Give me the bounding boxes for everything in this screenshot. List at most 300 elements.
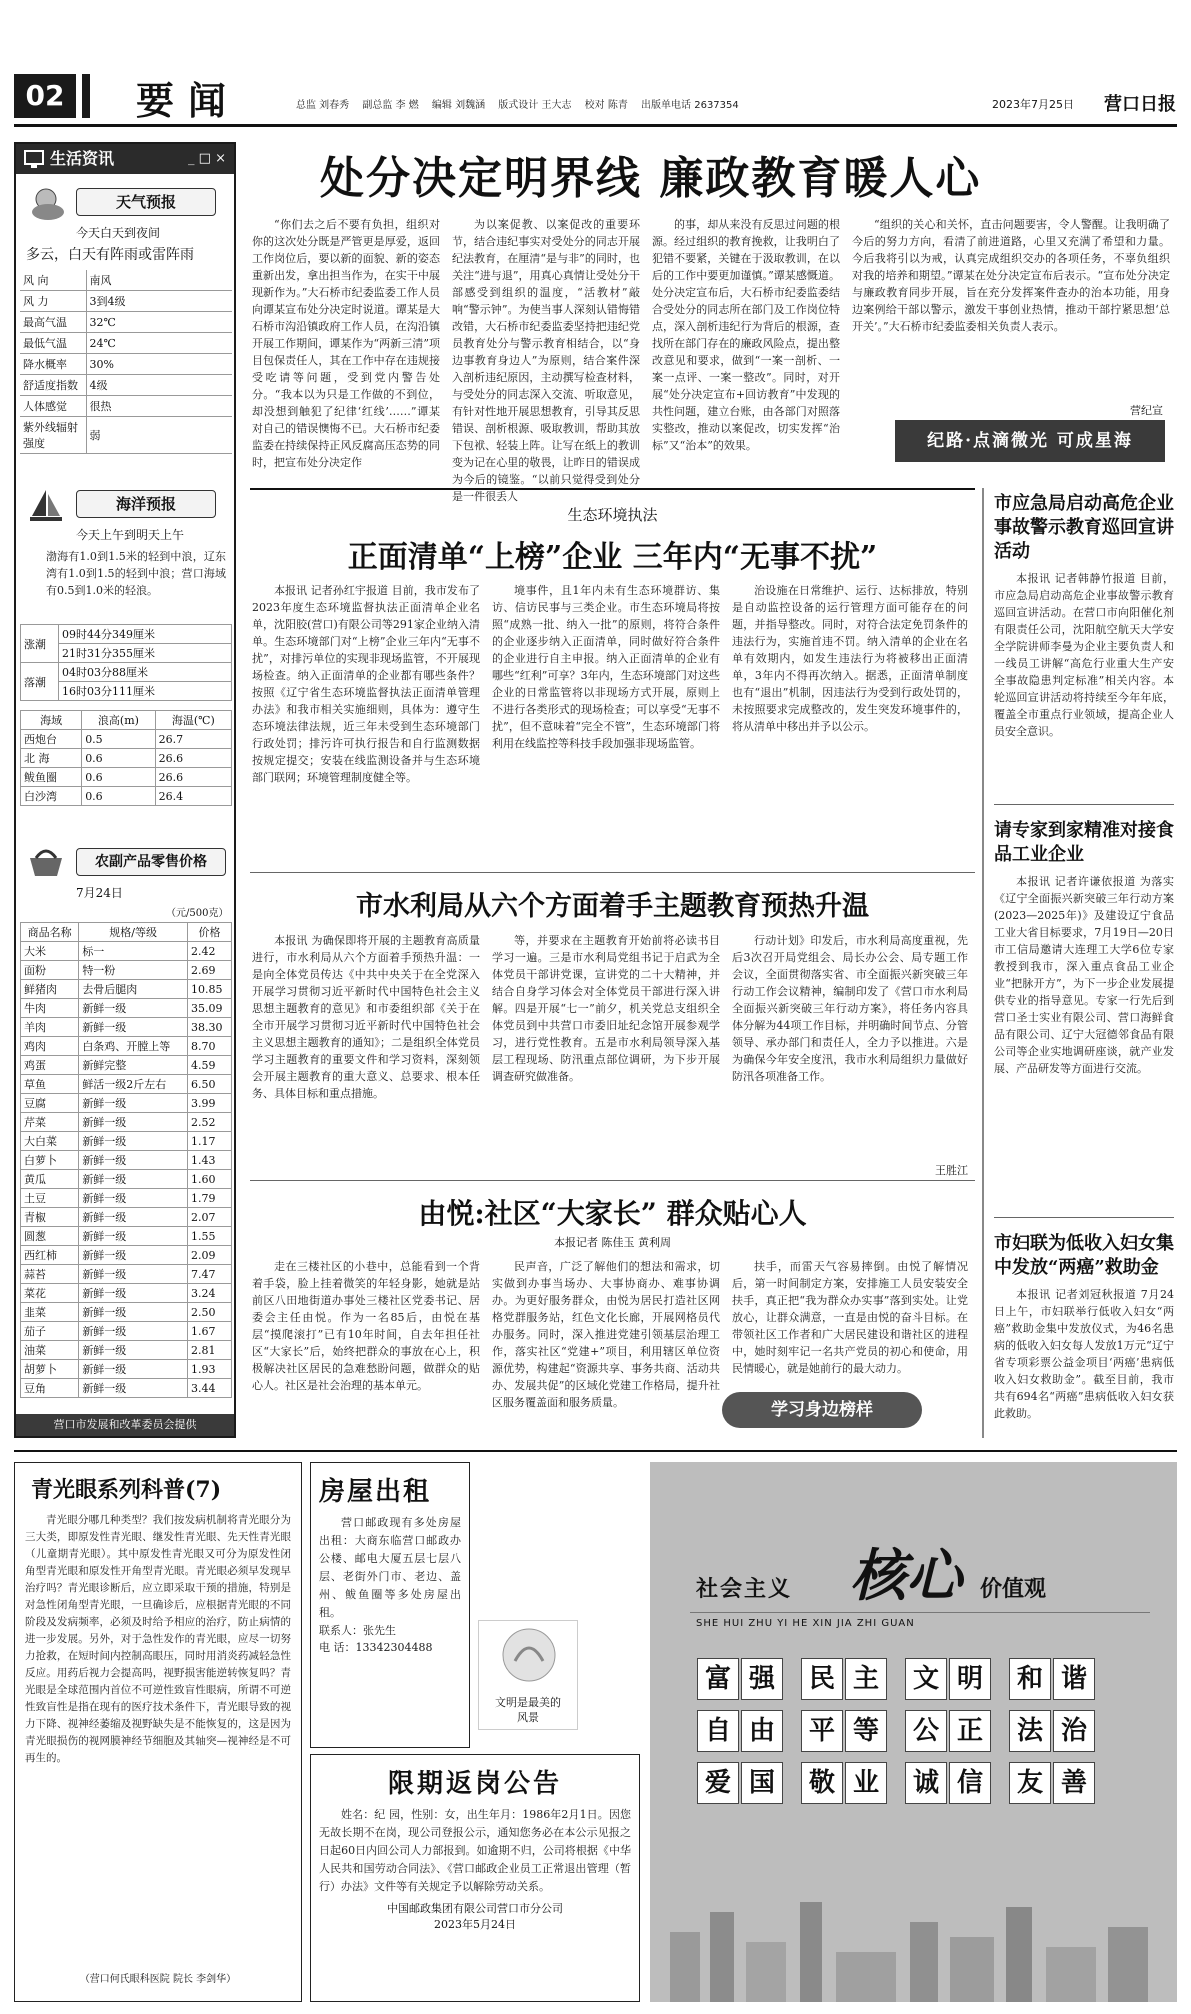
price-item-value: 38.30	[187, 1018, 231, 1037]
weather-label: 风 力	[20, 291, 86, 312]
price-item-grade: 新鲜一级	[79, 1151, 188, 1170]
youyue-column	[252, 1258, 480, 1434]
price-item-value: 2.52	[187, 1113, 231, 1132]
price-row	[21, 1189, 232, 1208]
right-story-body	[994, 873, 1174, 1203]
core-value-char: 信	[949, 1762, 991, 1804]
rent-ad	[310, 1462, 470, 1748]
eye-ad-title: 青光眼系列科普(7)	[31, 1477, 222, 1503]
water-column	[732, 932, 968, 1162]
price-row	[21, 1322, 232, 1341]
price-item-name: 面粉	[21, 961, 79, 980]
price-item-grade: 新鲜一级	[79, 1132, 188, 1151]
price-item-grade: 新鲜一级	[79, 1113, 188, 1132]
core-value-char: 民	[801, 1658, 843, 1700]
price-row	[21, 1170, 232, 1189]
price-header-cell: 规格/等级	[79, 923, 188, 942]
notice-paragraph: 姓名：纪 园，性别：女，出生年月：1986年2月1日。因您无故长期不在岗，现公司登报公示，通知您务必在本公示见报之日起60日内回公司人力部报到。如逾期不归，公司将根据《中华人民共和国劳动合同法》、《营口邮政企业员工正常退出管理（暂行）办法》文件等有关规定予以解除劳动关系。	[319, 1808, 631, 1893]
price-item-value: 1.17	[187, 1132, 231, 1151]
price-row	[21, 1113, 232, 1132]
sea-cell: 白沙湾	[21, 787, 82, 806]
notice-title: 限期返岗公告	[387, 1769, 562, 1799]
price-item-value: 1.67	[187, 1322, 231, 1341]
price-row	[21, 980, 232, 999]
right-column	[994, 492, 1174, 1486]
sea-cell: 北 海	[21, 749, 82, 768]
section-title: 要闻	[136, 78, 241, 123]
eco-paragraph: 治设施在日常维护、运行、达标排放，特别是自动监控设备的运行管理方面可能存在的问题，并指导整改。同时，对符合法定免罚条件的违法行为，实施首违不罚。纳入清单的企业在名单有效期内，如发生违法行为将被移出正面清单，3年内不得再次纳入。据悉，正面清单制度也有“退出”机制，因违法行为受到行政处罚的，未按照要求完成整改的，发生突发环境事件的，将从清单中移出并予以公示。	[732, 584, 968, 733]
core-title-right: 价值观	[980, 1576, 1047, 1602]
sea-text: 渤海有1.0到1.5米的轻到中浪，辽东湾有1.0到1.5的轻到中浪；营口海域有0.5到1.0米的轻浪。	[46, 550, 226, 597]
water-paragraph: 等，并要求在主题教育开始前将必读书目学习一遍。三是市水利局党组书记于启武为全体党员干部讲党课，宣讲党的二十大精神，并结合自身学习体会对全体党员干部进行深入讲解。四是开展“七一”前夕，机关党总支组织全体党员到中共营口市委旧址纪念馆开展参观学习，进行党性教育。五是市水利局领导深入基层工程现场、防汛重点部位调研，为下步开展调查研究做准备。	[492, 934, 720, 1083]
rent-contact: 联系人：张先生	[319, 1624, 396, 1637]
price-header-cell: 价格	[187, 923, 231, 942]
sea-header-cell: 海温(℃)	[155, 711, 231, 730]
top-rule	[14, 124, 1177, 127]
price-item-name: 青椒	[21, 1208, 79, 1227]
tide-fall-label: 落潮	[21, 663, 59, 701]
right-story-title: 请专家到家精准对接食品工业企业	[994, 820, 1174, 865]
lead-paragraph: “你们去之后不要有负担，组织对你的这次处分既是严管更是厚爱，返回工作岗位后，要以新的面貌、新的姿态重新出发，拿出担当作为，在实干中展现新作为。”大石桥市纪委监委工作人员向谭某宣布处分决定时说道。谭某是大石桥市沟沿镇政府工作人员，在沟沿镇开展工作期间，谭某作为“两新三清”项目包保责任人，其在工作中存在违规接受吃请等问题，受到党内警告处分。“我本以为只是工作做的不到位，却没想到触犯了纪律‘红线’……”谭某对自己的错误懊悔不已。大石桥市纪委监委在持续保持正风反腐高压态势的同时，把宣布处分决定作	[252, 218, 440, 469]
weather-label: 风 向	[20, 270, 86, 291]
eye-ad-paragraph: 青光眼分哪几种类型？我们按发病机制将青光眼分为三大类，即原发性青光眼、继发性青光眼、先天性青光眼（儿童期青光眼）。其中原发性青光眼又可分为原发性闭角型青光眼和原发性开角型青光眼。青光眼必须早发现早治疗吗？青光眼诊断后，应立即采取干预的措施，特别是对急性闭角型青光眼，一旦确诊后，应根据青光眼的不同阶段及发病频率，必须及时给予相应的治疗，防止病情的进一步发展。另外，对于急性发作的青光眼，应尽一切努力抢救，在短时间内控制高眼压，同时用消炎药减轻急性反应。用药后视力会提高吗，视野损害能逆转恢复吗？青光眼是全球范围内首位不可逆性致盲性眼病，所谓不可逆性致盲性是指在现有的医疗技术条件下，青光眼导致的视力下降、视神经萎缩及视野缺失是不能恢复的，这是因为青光眼损伤的视网膜神经节细胞及其轴突—视神经是不可再生的。	[25, 1514, 291, 1764]
credit-item: 编辑 刘魏涵	[431, 100, 486, 111]
core-title-big: 核心	[850, 1543, 962, 1609]
core-value-char: 公	[905, 1710, 947, 1752]
rent-phone: 电 话：13342304488	[319, 1641, 433, 1654]
eco-column	[492, 582, 720, 862]
lead-paragraph: 的事，却从来没有反思过问题的根源。经过组织的教育挽救，让我明白了犯错不要紧，关键在于汲取教训，在以后的工作中要更加谨慎。”谭某感慨道。处分决定宣布后，大石桥市纪委监委结合受处分的同志所在部门及工作岗位特点，深入剖析违纪行为背后的根源，查找所在部门存在的廉政风险点，提出整改意见和要求，做到“一案一剖析、一案一点评、一案一整改”。同时，对开展“处分决定宣布+回访教育”中发现的共性问题，建立台账，由各部门对照落实整改，推动以案促改，切实发挥“治标”又“治本”的效果。	[652, 218, 840, 452]
price-item-grade: 去骨后腿肉	[79, 980, 188, 999]
price-item-grade: 新鲜一级	[79, 999, 188, 1018]
price-row	[21, 1341, 232, 1360]
price-row	[21, 1094, 232, 1113]
notice-sign: 中国邮政集团有限公司营口市分公司	[387, 1902, 563, 1915]
weather-label: 最高气温	[20, 312, 86, 333]
price-source: 营口市发展和改革委员会提供	[16, 1414, 234, 1436]
price-item-value: 3.99	[187, 1094, 231, 1113]
price-item-grade: 新鲜一级	[79, 1379, 188, 1398]
weather-value: 很热	[86, 396, 232, 417]
basket-icon	[26, 844, 66, 880]
right-divider	[994, 1217, 1174, 1218]
core-rule	[690, 1612, 1150, 1613]
right-paragraph: 本报讯 记者刘冠秋报道 7月24日上午，市妇联举行低收入妇女“两癌”救助金集中发放仪式，为46名患病的低收入妇女每人发放1万元“辽宁省专项彩票公益金项目‘两癌’患病低收入妇女救助金”。截至目前，我市共有694名“两癌”患病低收入妇女获此救助。	[994, 1288, 1174, 1420]
weather-row	[20, 333, 232, 354]
lead-paragraph: 为以案促教、以案促改的重要环节，结合违纪事实对受处分的同志开展纪法教育，在厘清“是与非”的同时，也关注“进与退”，用真心真情让受处分干部感受到组织的温度，“活教材”敲响“警示钟”。为使当事人深刻认错悔错改错，大石桥市纪委监委坚持把违纪党员教育处分与警示教育相结合，以“身边事教育身边人”为原则，结合案件深入剖析违纪原因，主动撰写检查材料，与受处分的同志深入交流、听取意见，有针对性地开展思想教育，引导其反思错误、剖析根源、吸取教训，帮助其放下包袱、轻装上阵。让写在纸上的教训变为记在心里的敬畏，让昨日的错误成为今后的镜鉴。“以前只觉得受到处分是一件很丢人	[452, 218, 640, 503]
weather-row	[20, 396, 232, 417]
weather-period: 今天白天到夜间	[76, 226, 161, 240]
price-item-value: 2.42	[187, 942, 231, 961]
price-item-value: 2.09	[187, 1246, 231, 1265]
price-item-name: 鸡蛋	[21, 1056, 79, 1075]
weather-label: 舒适度指数	[20, 375, 86, 396]
price-item-grade: 新鲜一级	[79, 1322, 188, 1341]
youyue-banner: 学习身边榜样	[722, 1392, 922, 1428]
lead-column	[452, 216, 640, 505]
core-value-word	[904, 1710, 992, 1752]
weather-value: 3到4级	[86, 291, 232, 312]
core-values-row	[696, 1762, 1136, 1804]
issue-date: 2023年7月25日	[992, 98, 1074, 111]
eco-column	[732, 582, 968, 862]
core-value-char: 等	[845, 1710, 887, 1752]
core-value-char: 明	[949, 1658, 991, 1700]
price-item-grade: 新鲜一级	[79, 1341, 188, 1360]
weather-label: 降水概率	[20, 354, 86, 375]
price-row	[21, 1379, 232, 1398]
price-row	[21, 999, 232, 1018]
tide-time: 21时31分355厘米	[59, 644, 232, 663]
water-byline: 王胜江	[935, 1164, 968, 1177]
civilization-text: 文明是最美的风景	[495, 1696, 561, 1724]
price-item-name: 黄瓜	[21, 1170, 79, 1189]
weather-row	[20, 312, 232, 333]
price-row	[21, 1075, 232, 1094]
price-row	[21, 942, 232, 961]
sea-cell: 西炮台	[21, 730, 82, 749]
price-item-value: 4.59	[187, 1056, 231, 1075]
sea-period: 今天上午到明天上午	[76, 528, 185, 542]
price-item-grade: 新鲜完整	[79, 1056, 188, 1075]
lead-column	[652, 216, 840, 454]
tide-time: 16时03分111厘米	[59, 682, 232, 701]
weather-table	[20, 270, 232, 454]
core-value-char: 爱	[697, 1762, 739, 1804]
weather-value: 南风	[86, 270, 232, 291]
civilization-emblem	[479, 1621, 579, 1691]
price-row	[21, 1056, 232, 1075]
price-item-grade: 特一粉	[79, 961, 188, 980]
core-value-word	[904, 1762, 992, 1804]
sea-row	[21, 749, 232, 768]
section-divider	[250, 1180, 975, 1181]
weather-label: 人体感觉	[20, 396, 86, 417]
rent-ad-paragraph: 营口邮政现有多处房屋出租：大商东临营口邮政办公楼、邮电大厦五层七层八层、老街外门市、老边、盖州、鲅鱼圈等多处房屋出租。	[319, 1516, 461, 1619]
core-value-word	[904, 1658, 992, 1700]
right-story-title: 市妇联为低收入妇女集中发放“两癌”救助金	[994, 1233, 1174, 1278]
weather-row	[20, 417, 232, 454]
price-item-name: 胡萝卜	[21, 1360, 79, 1379]
column-divider	[982, 488, 984, 1438]
sea-header-cell: 浪高(m)	[82, 711, 155, 730]
core-value-char: 诚	[905, 1762, 947, 1804]
credit-item: 副总监 李 燃	[362, 100, 419, 111]
core-value-char: 谐	[1053, 1658, 1095, 1700]
core-title-left: 社会主义	[696, 1576, 793, 1602]
price-item-value: 1.93	[187, 1360, 231, 1379]
core-value-word	[800, 1658, 888, 1700]
eco-column	[252, 582, 480, 862]
weather-row	[20, 270, 232, 291]
sea-cell: 0.5	[82, 730, 155, 749]
price-item-name: 油菜	[21, 1341, 79, 1360]
price-item-grade: 新鲜一级	[79, 1360, 188, 1379]
price-row	[21, 1284, 232, 1303]
eye-ad-body	[25, 1512, 291, 1964]
right-story-body	[994, 1286, 1174, 1486]
sea-row	[21, 787, 232, 806]
weather-label: 紫外线辐射强度	[20, 417, 86, 454]
price-item-value: 2.07	[187, 1208, 231, 1227]
core-value-word	[1008, 1658, 1096, 1700]
credit-item: 出版单电话 2637354	[641, 100, 739, 111]
core-value-char: 平	[801, 1710, 843, 1752]
price-item-name: 豆腐	[21, 1094, 79, 1113]
sea-row	[21, 730, 232, 749]
price-date: 7月24日	[76, 886, 123, 900]
price-item-grade: 新鲜一级	[79, 1018, 188, 1037]
weather-title: 天气预报	[76, 188, 216, 216]
window-controls: _ □ ×	[188, 151, 226, 166]
weather-row	[20, 291, 232, 312]
price-header-cell: 商品名称	[21, 923, 79, 942]
price-item-name: 西红柿	[21, 1246, 79, 1265]
price-item-grade: 新鲜一级	[79, 1189, 188, 1208]
credits	[296, 96, 749, 111]
credit-item: 校对 陈青	[584, 100, 628, 111]
lead-paragraph: “组织的关心和关怀，直击问题要害，令人警醒。让我明确了今后的努力方向，看清了前进道路，心里又充满了希望和力量。今后我将引以为戒，认真完成组织交办的各项任务，不辜负组织对我的培养和期望。”谭某在处分决定宣布后表示。“宣布处分决定与廉政教育同步开展，旨在充分发挥案件查办的治本功能，用身边案例给干部以警示，激发干事创业热情，推动干部拧紧思想‘总开关’。”大石桥市纪委监委相关负责人表示。	[852, 218, 1170, 333]
rent-ad-body	[319, 1514, 461, 1622]
youyue-paragraph: 走在三楼社区的小巷中，总能看到一个背着手袋，脸上挂着微笑的年轻身影，她就是站前区八田地街道办事处三楼社区党委书记、居委会主任由悦。作为一名85后，由悦在基层“摸爬滚打”已有10年时间，自去年担任社区“大家长”后，始终把群众的事放在心上，积极解决社区居民的急难愁盼问题，做群众的贴心人。社区是社会治理的基本单元。	[252, 1260, 480, 1392]
tide-table	[20, 624, 232, 701]
price-row	[21, 1303, 232, 1322]
price-item-grade: 标一	[79, 942, 188, 961]
price-item-value: 3.24	[187, 1284, 231, 1303]
right-story-title: 市应急局启动高危企业事故警示教育巡回宣讲活动	[994, 493, 1174, 562]
city-skyline-graphic	[650, 1892, 1177, 2002]
price-item-name: 芹菜	[21, 1113, 79, 1132]
weather-row	[20, 354, 232, 375]
core-value-char: 自	[697, 1710, 739, 1752]
right-divider	[994, 804, 1174, 805]
core-value-char: 文	[905, 1658, 947, 1700]
price-item-name: 韭菜	[21, 1303, 79, 1322]
sea-cell: 26.7	[155, 730, 231, 749]
price-item-name: 草鱼	[21, 1075, 79, 1094]
core-value-char: 善	[1053, 1762, 1095, 1804]
core-value-word	[696, 1710, 784, 1752]
sea-area-table	[20, 710, 232, 806]
price-row	[21, 1265, 232, 1284]
price-item-name: 茄子	[21, 1322, 79, 1341]
eye-ad	[14, 1462, 302, 2002]
core-value-char: 友	[1009, 1762, 1051, 1804]
price-item-grade: 鲜活一级2斤左右	[79, 1075, 188, 1094]
water-paragraph: 行动计划》印发后，市水利局高度重视，先后3次召开局党组会、局长办公会、局专题工作会议，全面贯彻落实省、市全面振兴新突破三年行动工作会议精神，编制印发了《营口市水利局全面振兴新突破三年行动方案》，将任务内容具体分解为44项工作目标，并明确时间节点、分管领导、承办部门和责任人，全力予以推进。六是为确保今年安全度汛，我市水利局组织力量做好防汛各项准备工作。	[732, 934, 968, 1083]
price-table	[20, 922, 232, 1398]
price-item-value: 2.50	[187, 1303, 231, 1322]
price-item-name: 鸡肉	[21, 1037, 79, 1056]
weather-value: 4级	[86, 375, 232, 396]
eco-paragraph: 本报讯 记者孙红宇报道 目前，我市发布了2023年度生态环境监督执法正面清单企业名单，沈阳胶(营口)有限公司等291家企业纳入清单。生态环境部门对“上榜”企业三年内“无事不扰”，对排污单位的实现非现场监管，不开展现场检查。纳入正面清单的企业都有哪些条件？按照《辽宁省生态环境监督执法正面清单管理办法》和我市相关实施细则，具体为：遵守生态环境法律法规，近三年未受到生态环境部门行政处罚；排污许可执行报告和自行监测数据按规定提交；安装在线监测设备并与生态环境部门联网；环境管理制度健全等。	[252, 584, 480, 784]
price-row	[21, 1037, 232, 1056]
price-title: 农副产品零售价格	[76, 848, 226, 876]
core-value-char: 业	[845, 1762, 887, 1804]
price-item-name: 牛肉	[21, 999, 79, 1018]
price-row	[21, 1151, 232, 1170]
lead-banner: 纪路·点滴微光 可成星海	[895, 420, 1165, 462]
price-item-name: 大米	[21, 942, 79, 961]
price-item-value: 1.60	[187, 1170, 231, 1189]
price-item-value: 2.81	[187, 1341, 231, 1360]
weather-value: 24℃	[86, 333, 232, 354]
core-value-char: 由	[741, 1710, 783, 1752]
price-row	[21, 1227, 232, 1246]
sea-header-cell: 海域	[21, 711, 82, 730]
price-item-name: 大白菜	[21, 1132, 79, 1151]
core-values-ad	[650, 1462, 1177, 2002]
life-panel-title: 生活资讯	[16, 144, 234, 174]
lead-byline: 营纪宣	[1130, 404, 1163, 417]
youyue-paragraph: 扶手，而雷天气容易摔倒。由悦了解情况后，第一时间制定方案，安排施工人员安装安全扶手，真正把“我为群众办实事”落到实处。让党放心，让群众满意，一直是由悦的奋斗目标。在带领社区工作者和广大居民建设和谐社区的进程中，她时刻牢记一名共产党员的初心和使命，用民情暖心，就是她前行的最大动力。	[732, 1260, 968, 1375]
sea-title: 海洋预报	[76, 490, 216, 518]
price-item-name: 羊肉	[21, 1018, 79, 1037]
price-item-grade: 新鲜一级	[79, 1208, 188, 1227]
credit-item: 版式设计 王大志	[498, 100, 572, 111]
core-value-word	[1008, 1762, 1096, 1804]
page-number-bar	[82, 74, 90, 118]
price-item-value: 1.43	[187, 1151, 231, 1170]
paper-logo: 营口日报	[1104, 94, 1176, 115]
rent-ad-title: 房屋出租	[319, 1477, 432, 1507]
tide-time: 04时03分88厘米	[59, 663, 232, 682]
section-divider	[250, 872, 975, 873]
weather-value: 30%	[86, 354, 232, 375]
youyue-column	[492, 1258, 720, 1434]
lead-column	[252, 216, 440, 471]
notice-body	[319, 1806, 631, 1896]
price-item-name: 蒜苔	[21, 1265, 79, 1284]
eco-kicker: 生态环境执法	[567, 506, 658, 524]
sea-cell: 26.6	[155, 749, 231, 768]
price-item-name: 鲜猪肉	[21, 980, 79, 999]
notice-ad	[310, 1754, 640, 2002]
core-values-grid	[696, 1648, 1136, 1814]
price-item-value: 7.47	[187, 1265, 231, 1284]
civilization-badge	[478, 1620, 578, 1730]
weather-label: 最低气温	[20, 333, 86, 354]
core-value-word	[696, 1658, 784, 1700]
sea-cell: 26.4	[155, 787, 231, 806]
notice-date: 2023年5月24日	[434, 1918, 516, 1931]
core-value-char: 富	[697, 1658, 739, 1700]
tide-time: 09时44分349厘米	[59, 625, 232, 644]
life-info-panel	[14, 142, 236, 1438]
sea-cell: 0.6	[82, 787, 155, 806]
core-value-char: 正	[949, 1710, 991, 1752]
water-column	[252, 932, 480, 1172]
price-item-name: 菜花	[21, 1284, 79, 1303]
price-row	[21, 1018, 232, 1037]
price-row	[21, 961, 232, 980]
core-value-char: 强	[741, 1658, 783, 1700]
core-value-word	[1008, 1710, 1096, 1752]
sea-cell: 鲅鱼圈	[21, 768, 82, 787]
weather-summary: 多云，白天有阵雨或雷阵雨	[26, 247, 194, 263]
price-row	[21, 1132, 232, 1151]
price-item-value: 6.50	[187, 1075, 231, 1094]
youyue-byline: 本报记者 陈佳玉 黄利周	[554, 1236, 671, 1249]
price-item-name: 白萝卜	[21, 1151, 79, 1170]
lead-column	[852, 216, 1170, 396]
core-value-word	[800, 1762, 888, 1804]
eco-paragraph: 境事件，且1年内未有生态环境群访、集访、信访民事与三类企业。市生态环境局将按照“成熟一批、纳入一批”的原则，将符合条件的企业逐步纳入正面清单，同时做好符合条件的企业进行自主申报。纳入正面清单的企业有哪些“红利”可享？3年内，生态环境部门对这些企业的日常监管将以非现场方式开展，原则上不进行各类形式的现场检查；可以享受“无事不扰”，但不意味着“完全不管”，生态环境部门将利用在线监控等科技手段加强非现场监管。	[492, 584, 720, 750]
sea-cell: 26.6	[155, 768, 231, 787]
price-item-value: 1.79	[187, 1189, 231, 1208]
youyue-headline: 由悦:社区“大家长” 群众贴心人	[418, 1197, 807, 1230]
price-item-name: 圆葱	[21, 1227, 79, 1246]
sailboat-icon	[26, 486, 66, 526]
eye-ad-sign: （营口何氏眼科医院 院长 李剑华）	[79, 1974, 237, 1985]
water-headline: 市水利局从六个方面着手主题教育预热升温	[356, 891, 869, 922]
right-story-body	[994, 570, 1174, 790]
price-item-grade: 新鲜一级	[79, 1246, 188, 1265]
price-item-grade: 新鲜一级	[79, 1303, 188, 1322]
section-divider	[250, 488, 975, 490]
price-item-grade: 新鲜一级	[79, 1284, 188, 1303]
water-column	[492, 932, 720, 1172]
core-value-char: 治	[1053, 1710, 1095, 1752]
weather-value: 32℃	[86, 312, 232, 333]
price-item-value: 35.09	[187, 999, 231, 1018]
core-value-char: 和	[1009, 1658, 1051, 1700]
core-value-char: 法	[1009, 1710, 1051, 1752]
credit-item: 总监 刘春秀	[296, 100, 350, 111]
weather-row	[20, 375, 232, 396]
price-unit: （元/500克）	[166, 908, 229, 919]
price-item-value: 10.85	[187, 980, 231, 999]
price-item-name: 豆角	[21, 1379, 79, 1398]
lead-headline: 处分决定明界线 廉政教育暖人心	[320, 153, 982, 204]
sun-cloud-icon	[26, 184, 66, 224]
price-item-grade: 新鲜一级	[79, 1170, 188, 1189]
price-item-value: 8.70	[187, 1037, 231, 1056]
price-item-value: 1.55	[187, 1227, 231, 1246]
right-paragraph: 本报讯 记者许谦依报道 为落实《辽宁全面振兴新突破三年行动方案(2023—2025年)》及建设辽宁食品工业大省目标要求，7月19日—20日市工信局邀请大连理工大学6位专家教授到我市，深入重点食品工业企业“把脉开方”，为下一步企业发展提供专业的指导意见。专家一行先后到营口圣士实业有限公司、营口海鲜食品有限公司、辽宁大冠德邻食品有限公司等企业实地调研座谈，就产业发展、产品研发等方面进行交流。	[994, 875, 1174, 1075]
core-values-row	[696, 1658, 1136, 1700]
price-row	[21, 1208, 232, 1227]
core-value-char: 敬	[801, 1762, 843, 1804]
core-value-word	[696, 1762, 784, 1804]
price-item-name: 土豆	[21, 1189, 79, 1208]
core-pinyin: SHE HUI ZHU YI HE XIN JIA ZHI GUAN	[696, 1618, 915, 1629]
sea-cell: 0.6	[82, 749, 155, 768]
masthead	[0, 0, 1191, 130]
weather-value: 弱	[86, 417, 232, 454]
youyue-column	[732, 1258, 968, 1378]
price-item-grade: 新鲜一级	[79, 1265, 188, 1284]
ads-divider	[14, 1450, 1177, 1452]
youyue-paragraph: 民声音，广泛了解他们的想法和需求，切实做到办事当场办、大事协商办、难事协调办。为更好服务群众，由悦为居民打造社区网格党群服务站，红色文化长廊，开展网格员代办服务。同时，深入推进党建引领基层治理工作，落实社区“党建+”项目，利用辖区单位资源优势，构建起“资源共享、事务共商、活动共办、发展共促”的区域化党建工作格局，提升社区服务覆盖面和服务质量。	[492, 1260, 720, 1409]
price-item-value: 2.69	[187, 961, 231, 980]
core-values-row	[696, 1710, 1136, 1752]
sea-cell: 0.6	[82, 768, 155, 787]
right-paragraph: 本报讯 记者韩静竹报道 目前，市应急局启动高危企业事故警示教育巡回宣讲活动。在营口市向阳催化剂有限责任公司，沈阳航空航天大学安全学院讲师李曼为企业主要负责人和一线员工讲解“高危行业重大生产安全事故隐患判定标准”相关内容。本轮巡回宣讲活动将持续至今年年底，覆盖全市重点行业领域，提高企业人员安全意识。	[994, 572, 1174, 738]
tide-rise-label: 涨潮	[21, 625, 59, 663]
eco-headline: 正面清单“上榜”企业 三年内“无事不扰”	[347, 540, 878, 575]
price-item-grade: 新鲜一级	[79, 1227, 188, 1246]
monitor-icon	[24, 149, 44, 169]
core-value-char: 主	[845, 1658, 887, 1700]
price-item-grade: 新鲜一级	[79, 1094, 188, 1113]
water-paragraph: 本报讯 为确保即将开展的主题教育高质量进行，市水利局从六个方面着手预热升温：一是向全体党员传达《中共中央关于在全党深入开展学习贯彻习近平新时代中国特色社会主义思想主题教育的意见》和市委组织部《关于在全市开展学习贯彻习近平新时代中国特色社会主义思想主题教育的通知》；二是组织全体党员学习主题教育的重要文件和学习资料，深刻领会开展主题教育的重大意义、总要求、根本任务、具体目标和重点措施。	[252, 934, 480, 1100]
page-number: 02	[14, 74, 76, 118]
sea-row	[21, 768, 232, 787]
price-item-value: 3.44	[187, 1379, 231, 1398]
price-row	[21, 1360, 232, 1379]
price-row	[21, 1246, 232, 1265]
